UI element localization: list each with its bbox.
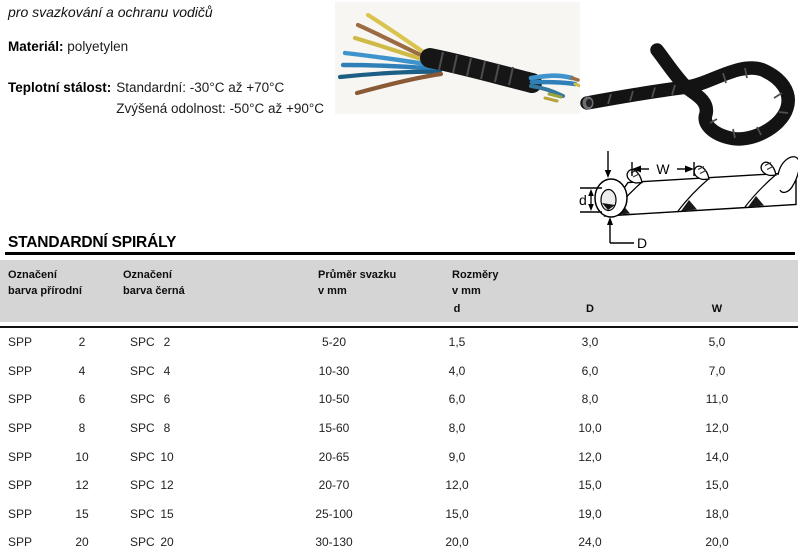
table-header <box>0 260 798 322</box>
product-code-natural: SPP 2 <box>8 335 86 350</box>
header-natural-color: Označení barva přírodní <box>8 269 82 297</box>
table-row <box>0 385 798 414</box>
dim-W-value: 15,0 <box>705 478 729 493</box>
dim-D-value: 12,0 <box>578 449 602 464</box>
table-body <box>0 328 798 557</box>
table-row <box>0 357 798 386</box>
table-row <box>0 500 798 529</box>
product-code-black: SPC 4 <box>130 363 171 378</box>
dim-d-value: 12,0 <box>445 478 469 493</box>
bundle-diameter-value: 15-60 <box>318 421 350 436</box>
product-code-natural: SPP 12 <box>8 478 89 493</box>
temperature-values <box>116 77 324 119</box>
dim-W-value: 11,0 <box>705 392 729 407</box>
arrow-right-icon <box>685 166 694 173</box>
dim-D-value: 6,0 <box>581 363 599 378</box>
dimension-D <box>607 217 634 243</box>
dim-d-value: 1,5 <box>448 335 466 350</box>
dim-D-value: 8,0 <box>581 392 599 407</box>
label-d: d <box>579 192 587 208</box>
bundle-diameter-value: 20-65 <box>318 449 350 464</box>
table-row <box>0 414 798 443</box>
dim-d-value: 9,0 <box>448 449 466 464</box>
dim-d-value: 15,0 <box>445 506 469 521</box>
header-dim-W: W <box>711 303 723 315</box>
label-D: D <box>637 235 648 250</box>
dim-D-value: 3,0 <box>581 335 599 350</box>
table-row <box>0 442 798 471</box>
section-title: STANDARDNÍ SPIRÁLY <box>8 234 177 251</box>
dim-W-value: 20,0 <box>705 535 729 550</box>
header-dim-D: D <box>586 303 594 315</box>
bundle-diameter-value: 20-70 <box>318 478 350 493</box>
table-row <box>0 471 798 500</box>
pointer-arrow-down <box>605 151 611 178</box>
product-code-black: SPC 12 <box>130 478 174 493</box>
temperature-label: Teplotní stálost: <box>8 80 112 95</box>
temperature-enhanced: Zvýšená odolnost: -50°C až +90°C <box>116 101 325 116</box>
spiral-wrap-knot-photo <box>575 28 798 150</box>
header-black-color: Označení barva černá <box>123 269 185 297</box>
dim-D-value: 24,0 <box>578 535 602 550</box>
product-code-black: SPC 8 <box>130 421 171 436</box>
dim-D-value: 10,0 <box>578 421 602 436</box>
table-row <box>0 328 798 357</box>
dim-d-value: 4,0 <box>448 363 466 378</box>
temperature-standard: Standardní: -30°C až +70°C <box>116 80 285 95</box>
dim-d-value: 20,0 <box>445 535 469 550</box>
product-code-black: SPC 2 <box>130 335 171 350</box>
title-rule <box>5 252 795 255</box>
dim-W-value: 12,0 <box>705 421 729 436</box>
tube-open-end-hole <box>586 99 592 107</box>
dim-W-value: 18,0 <box>705 506 729 521</box>
product-code-natural: SPP 20 <box>8 535 89 550</box>
bundle-diameter-value: 5-20 <box>321 335 347 350</box>
dim-W-value: 14,0 <box>705 449 729 464</box>
product-code-natural: SPP 10 <box>8 449 89 464</box>
product-code-natural: SPP 8 <box>8 421 86 436</box>
intro-block <box>8 4 324 119</box>
material-value: polyetylen <box>67 39 129 54</box>
dim-W-value: 7,0 <box>708 363 726 378</box>
dim-d-value: 6,0 <box>448 392 466 407</box>
product-code-black: SPC 20 <box>130 535 174 550</box>
dimension-diagram <box>578 146 798 250</box>
material-line <box>8 39 324 54</box>
product-code-black: SPC 10 <box>130 449 174 464</box>
dim-d-value: 8,0 <box>448 421 466 436</box>
product-tagline: pro svazkování a ochranu vodičů <box>8 4 213 20</box>
product-code-natural: SPP 4 <box>8 363 86 378</box>
header-bundle-diameter: Průměr svazku v mm <box>318 269 397 297</box>
knot-tube <box>587 50 788 139</box>
header-dimensions: Rozměry v mm <box>452 269 499 297</box>
product-code-black: SPC 6 <box>130 392 171 407</box>
bundle-diameter-value: 10-30 <box>318 363 350 378</box>
product-code-natural: SPP 6 <box>8 392 86 407</box>
bundle-diameter-value: 25-100 <box>315 506 353 521</box>
header-dim-d: d <box>453 303 461 315</box>
bundle-diameter-value: 30-130 <box>315 535 353 550</box>
dim-D-value: 19,0 <box>578 506 602 521</box>
product-code-black: SPC 15 <box>130 506 174 521</box>
cable-bundle-photo <box>335 2 580 114</box>
product-code-natural: SPP 15 <box>8 506 89 521</box>
temperature-line <box>8 77 324 119</box>
dim-W-value: 5,0 <box>708 335 726 350</box>
material-label: Materiál: <box>8 39 64 54</box>
bundle-diameter-value: 10-50 <box>318 392 350 407</box>
dim-D-value: 15,0 <box>578 478 602 493</box>
label-W: W <box>656 161 670 177</box>
table-row <box>0 528 798 557</box>
